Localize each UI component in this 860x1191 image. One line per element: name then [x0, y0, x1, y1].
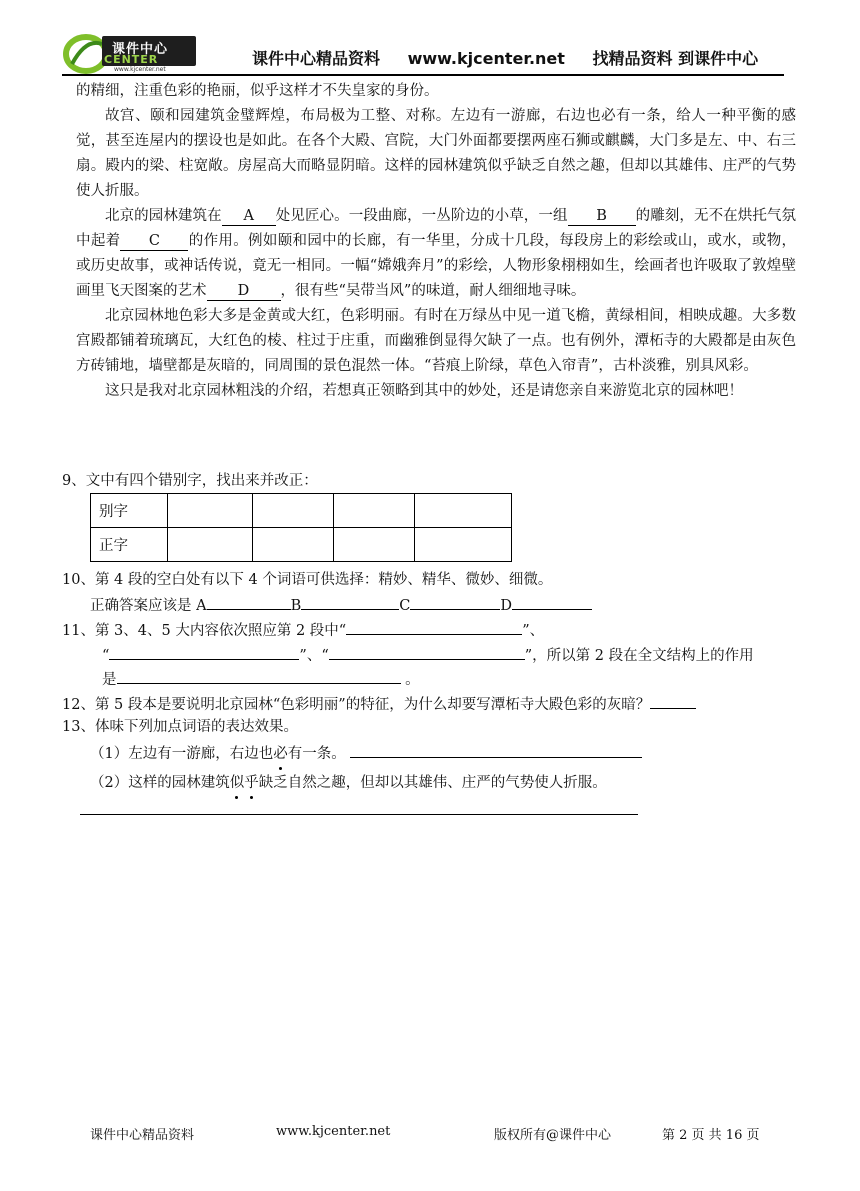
footer-page-number: 第 2 页 共 16 页 — [662, 1128, 760, 1143]
paragraph-4: 这只是我对北京园林粗浅的介绍，若想真正领略到其中的妙处，还是请您亲自来游览北京的园林吧！ — [105, 383, 743, 399]
q11-text-e: ”，所以第 2 段在全文结构上的作用 — [524, 648, 754, 664]
q10-label-c: C — [399, 598, 411, 614]
q12-text: 12、第 5 段本是要说明北京园林“色彩明丽”的特征，为什么却要写潭柘寺大殿色彩的灰暗？ — [62, 697, 651, 713]
q10-label-b: B — [290, 598, 302, 614]
q13-2-text-b: 缺乏自然之趣，但却以其雄伟、庄严的气势使人折服。 — [258, 775, 607, 791]
answer-cell[interactable] — [334, 528, 415, 562]
logo-text-en: CENTER — [104, 53, 159, 66]
header-divider — [62, 74, 784, 76]
header-title: 课件中心精品资料 — [252, 49, 381, 68]
question-13-1 — [90, 741, 642, 767]
answer-blank[interactable] — [346, 618, 522, 635]
answer-cell[interactable] — [415, 528, 512, 562]
table-row — [91, 528, 512, 562]
answer-blank-a[interactable] — [207, 593, 291, 610]
q11-text-a: 11、第 3、4、5 大内容依次照应第 2 段中“ — [62, 623, 347, 639]
footer-site-link[interactable]: www.kjcenter.net — [276, 1124, 391, 1139]
logo-url-text: www.kjcenter.net — [114, 66, 166, 73]
paragraph-2-text-b: 处见匠心。一段曲廊，一丛阶边的小草，一组 — [275, 208, 568, 224]
header-site-link[interactable]: www.kjcenter.net — [407, 49, 565, 68]
kjcenter-logo — [62, 30, 196, 74]
answer-cell[interactable] — [253, 494, 334, 528]
paragraph-2-text-d: 的作用。例如颐和园中的长廊，有一华里，分成十几段，每段房上的彩绘或山，或水，或物，或历史故事，或神话传说，竟无一相同。一幅“嫦娥奔月”的彩绘，人物形象栩栩如生，绘画者也许吸取了敦煌壁画里飞天图案的艺术 — [76, 233, 797, 299]
q11-text-f: 是 — [102, 672, 117, 688]
header-banner — [252, 46, 780, 69]
blank-b: B — [568, 207, 636, 226]
paragraph-1: 故宫、颐和园建筑金璧辉煌，布局极为工整、对称。左边有一游廊，右边也必有一条，给人一种平衡的感觉，甚至连屋内的摆设也是如此。在各个大殿、宫院，大门外面都要摆两座石狮或麒麟，大门多是左、中、右三扇。殿内的梁、柱宽敞。房屋高大而略显阴暗。这样的园林建筑似乎缺乏自然之趣，但却以其雄伟、庄严的气势使人折服。 — [76, 108, 796, 199]
logo-text-cn: 课件中心 — [112, 42, 169, 57]
question-11-line3 — [102, 667, 420, 693]
paragraph-2-text-a: 北京的园林建筑在 — [105, 208, 222, 224]
emphasized-word: 乎 — [244, 771, 259, 796]
answer-blank[interactable] — [117, 667, 401, 684]
row-label-wrong: 别字 — [91, 494, 168, 528]
emphasized-word: 必 — [273, 742, 288, 767]
footer-copyright: 版权所有@课件中心 — [494, 1128, 612, 1143]
footer-left: 课件中心精品资料 — [90, 1128, 195, 1143]
answer-blank-c[interactable] — [410, 593, 500, 610]
answer-cell[interactable] — [334, 494, 415, 528]
paragraph-2-text-e: ，很有些“吴带当风”的味道，耐人细细地寻味。 — [280, 283, 586, 299]
answer-blank[interactable] — [650, 692, 696, 709]
q13-2-text-a: （2）这样的园林建筑 — [90, 775, 230, 791]
table-row — [91, 494, 512, 528]
blank-a: A — [222, 207, 276, 226]
answer-blank[interactable] — [329, 643, 525, 660]
answer-blank-d[interactable] — [512, 593, 592, 610]
q10-label-d: D — [500, 598, 512, 614]
question-10-answer-line — [90, 593, 592, 619]
paragraph-3: 北京园林地色彩大多是金黄或大红，色彩明丽。有时在万绿丛中见一道飞檐，黄绿相间，相映成趣。大多数宫殿都铺着琉璃瓦，大红色的棱、柱过于庄重，而幽雅倒显得欠缺了一点。也有例外，潭柘寺的大殿都是由灰色方砖铺地，墙壁都是灰暗的，同周围的景色混然一体。“苔痕上阶绿，草色入帘青”，古朴淡雅，别具风彩。 — [76, 308, 796, 374]
paragraph-0: 的精细，注重色彩的艳丽，似乎这样才不失皇家的身份。 — [76, 83, 439, 99]
blank-d: D — [207, 282, 281, 301]
emphasized-word: 似 — [230, 771, 245, 796]
q13-1-text-a: （1）左边有一游廊，右边也 — [90, 746, 274, 762]
question-11-line2 — [102, 643, 754, 669]
answer-cell[interactable] — [168, 494, 253, 528]
blank-c: C — [120, 232, 188, 251]
question-9: 9、文中有四个错别字，找出来并改正： — [62, 473, 318, 489]
correction-table — [90, 493, 512, 562]
q11-text-b: ”、 — [522, 623, 545, 639]
answer-cell[interactable] — [415, 494, 512, 528]
page-header — [62, 30, 784, 76]
q11-text-g: 。 — [400, 672, 420, 688]
paragraph-2 — [76, 204, 796, 304]
q11-text-c: “ — [102, 648, 110, 664]
answer-blank[interactable] — [350, 741, 642, 758]
answer-cell[interactable] — [253, 528, 334, 562]
question-10: 10、第 4 段的空白处有以下 4 个词语可供选择：精妙、精华、微妙、细微。 — [62, 572, 553, 588]
row-label-correct: 正字 — [91, 528, 168, 562]
passage — [76, 79, 796, 404]
q10-lead: 正确答案应该是 A — [90, 598, 207, 614]
q11-text-d: ”、“ — [299, 648, 329, 664]
answer-blank[interactable] — [109, 643, 299, 660]
question-13-2 — [90, 771, 607, 796]
answer-line[interactable] — [80, 814, 638, 815]
question-13: 13、体味下列加点词语的表达效果。 — [62, 719, 298, 735]
answer-blank-b[interactable] — [301, 593, 399, 610]
header-slogan: 找精品资料 到课件中心 — [592, 49, 759, 68]
question-11 — [62, 618, 544, 644]
q13-1-text-b: 有一条。 — [287, 746, 346, 762]
answer-cell[interactable] — [168, 528, 253, 562]
paragraph-2-text-c: 的雕刻，无不在烘托气氛中起着 — [76, 208, 797, 249]
